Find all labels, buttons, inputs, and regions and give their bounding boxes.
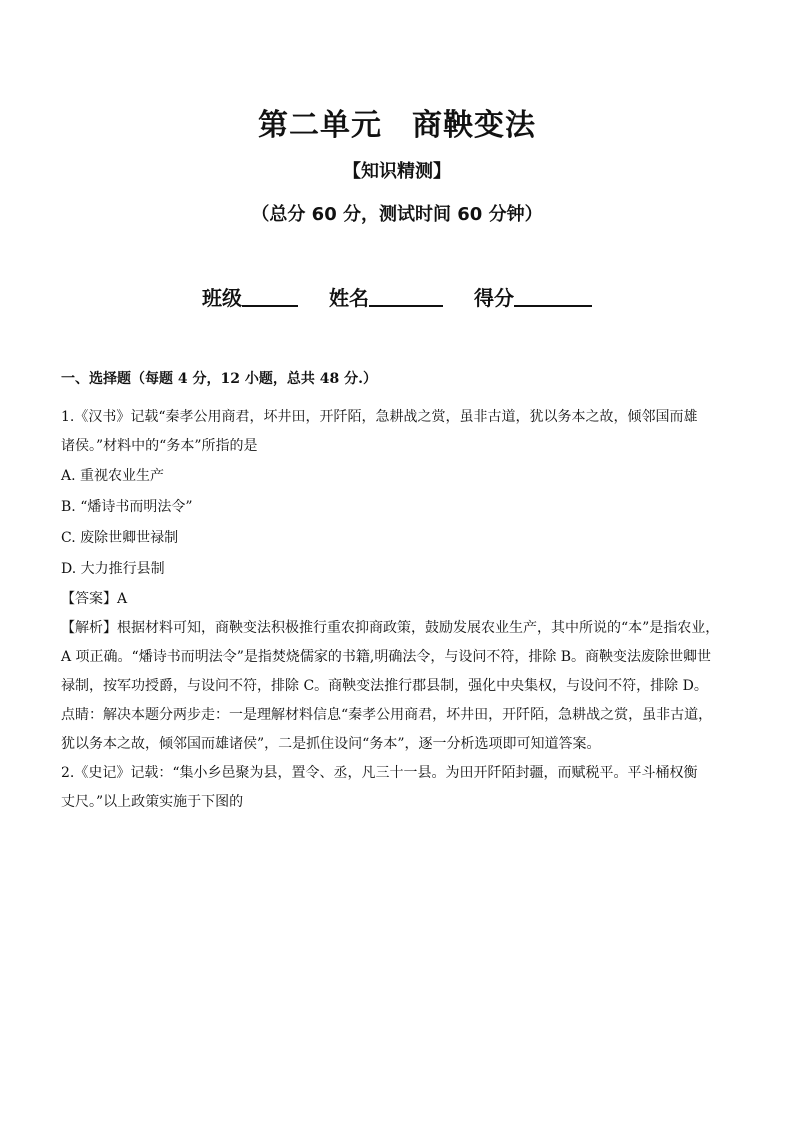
- option-b: B. “燔诗书而明法令”: [61, 499, 193, 515]
- name-blank[interactable]: [369, 285, 443, 307]
- analysis-line-2: A 项正确。“燔诗书而明法令”是指焚烧儒家的书籍,明确法令，与设问不符，排除 B。商鞅变法废除世卿世: [61, 649, 712, 665]
- class-blank[interactable]: [242, 285, 298, 307]
- analysis-line-1: 【解析】根据材料可知，商鞅变法积极推行重农抑商政策，鼓励发展农业生产，其中所说的“本”是指农业，: [61, 620, 720, 636]
- question-2-stem-line-2: 丈尺。”以上政策实施于下图的: [61, 794, 244, 810]
- option-d: D. 大力推行县制: [61, 561, 165, 577]
- analysis-line-3: 禄制，按军功授爵，与设问不符，排除 C。商鞅变法推行郡县制，强化中央集权，与设问不符，排除 D。: [61, 678, 708, 694]
- question-content: [61, 372, 736, 817]
- option-c: C. 废除世卿世禄制: [61, 530, 179, 546]
- answer: 【答案】A: [61, 591, 128, 607]
- class-label: 班级: [202, 286, 243, 310]
- name-label: 姓名: [329, 286, 369, 310]
- tip-line-1: 点睛：解决本题分两步走：一是理解材料信息“秦孝公用商君，坏井田，开阡陌，急耕战之赏，虽非古道，: [61, 707, 713, 723]
- score-blank[interactable]: [514, 285, 592, 307]
- section-heading: 一、选择题（每题 4 分，12 小题，总共 48 分.）: [61, 371, 377, 387]
- option-a: A. 重视农业生产: [61, 468, 165, 484]
- score-note: （总分 60 分，测试时间 60 分钟）: [251, 204, 543, 225]
- page-title: [0, 100, 794, 144]
- title-unit: 第二单元: [258, 108, 382, 143]
- class-field[interactable]: [202, 282, 298, 311]
- title-topic: 商鞅变法: [412, 108, 536, 143]
- score-label: 得分: [473, 286, 514, 310]
- score-field[interactable]: [474, 282, 592, 311]
- student-info-fields: [0, 282, 794, 311]
- question-1-stem-line-2: 诸侯。”材料中的“务本”所指的是: [61, 438, 258, 454]
- question-2-stem-line-1: 2.《史记》记载：“集小乡邑聚为县，置令、丞，凡三十一县。为田开阡陌封疆，而赋税平。平斗桶权衡: [61, 765, 698, 781]
- question-1-stem-line-1: 1.《汉书》记载“秦孝公用商君，坏井田，开阡陌，急耕战之赏，虽非古道，犹以务本之故，倾邻国而雄: [61, 409, 698, 425]
- tip-line-2: 犹以务本之故，倾邻国而雄诸侯”，二是抓住设问“务本”，逐一分析选项即可知道答案。: [61, 736, 601, 752]
- page-subtitle: 【知识精测】: [343, 161, 451, 182]
- name-field[interactable]: [329, 282, 443, 311]
